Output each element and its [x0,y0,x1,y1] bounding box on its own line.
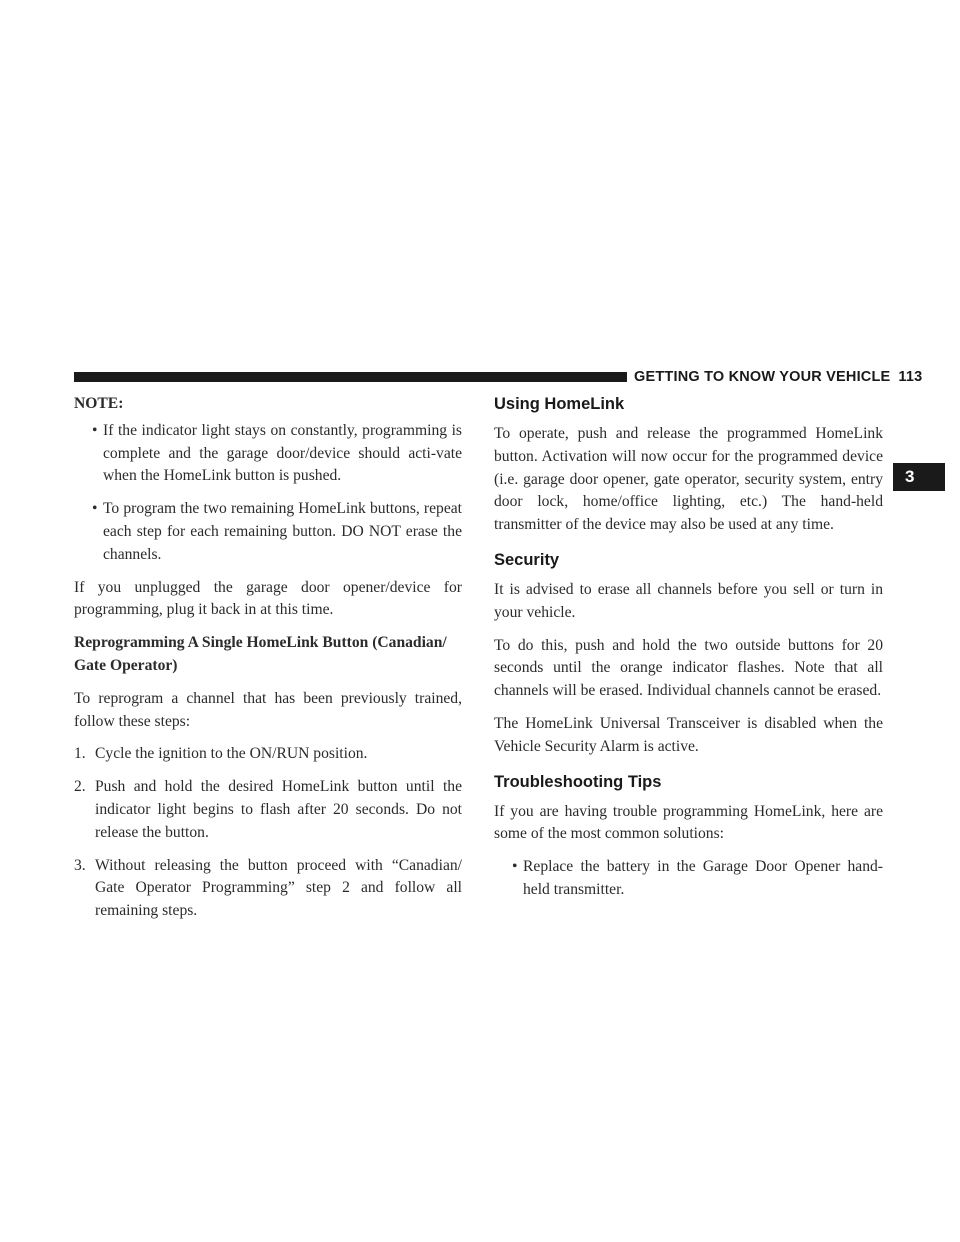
step-text: Without releasing the button proceed with “Canadian/ Gate Operator Programming” step 2 and follow all remaining steps. [95,856,462,920]
security-paragraph: The HomeLink Universal Transceiver is disabled when the Vehicle Security Alarm is active. [494,714,883,755]
chapter-tab: 3 [893,463,945,491]
security-paragraph: It is advised to erase all channels before you sell or turn in your vehicle. [494,580,883,621]
section-title: GETTING TO KNOW YOUR VEHICLE [634,369,891,385]
using-homelink-heading: Using HomeLink [494,395,625,413]
bullet-icon: • [512,858,518,876]
note-bullet-text: To program the two remaining HomeLink buttons, repeat each step for each remaining button. DO NOT erase the channels. [103,500,462,563]
note-bullet-text: If the indicator light stays on constantly, programming is complete and the garage door/device should acti-vate when the HomeLink button is pushed. [103,421,462,485]
right-column [494,393,883,912]
step-item [74,776,462,844]
using-homelink-paragraph: To operate, push and release the programmed HomeLink button. Activation will now occur for the programmed device (i.e. garage door opener, gate operator, security system, entry door lock, home/office lighting, etc.) The hand-held transmitter of the device may also be used at any time. [494,425,883,534]
step-number: 1. [74,745,86,763]
running-header [634,369,922,385]
step-text: Cycle the ignition to the ON/RUN position. [95,745,368,763]
step-item [74,743,462,766]
troubleshooting-bullet-item [494,856,883,902]
troubleshooting-heading: Troubleshooting Tips [494,772,662,791]
note-bullet-item [74,420,462,488]
troubleshooting-bullet-text: Replace the battery in the Garage Door Opener hand-held transmitter. [523,858,883,898]
bullet-icon: • [92,500,98,518]
step-number: 3. [74,856,86,874]
step-item [74,855,462,923]
troubleshooting-paragraph: If you are having trouble programming HomeLink, here are some of the most common solutions: [494,802,883,843]
reprogram-intro-paragraph: To reprogram a channel that has been previously trained, follow these steps: [74,689,462,730]
header-rule [74,372,627,382]
security-heading: Security [494,550,560,569]
security-paragraph: To do this, push and hold the two outside buttons for 20 seconds until the orange indicator flashes. Note that all channels will be erased. Individual channels cannot be erased. [494,636,883,700]
note-label: NOTE: [74,395,124,412]
step-number: 2. [74,778,86,796]
unplugged-paragraph: If you unplugged the garage door opener/device for programming, plug it back in at this time. [74,578,462,619]
step-text: Push and hold the desired HomeLink button until the indicator light begins to flash after 20 seconds. Do not release the button. [95,778,462,841]
page-number: 113 [898,369,923,385]
note-bullet-item [74,498,462,566]
note-bullet-list [74,420,462,567]
left-column [74,393,462,933]
bullet-icon: • [92,421,98,439]
reprogramming-subheading: Reprogramming A Single HomeLink Button (Canadian/ Gate Operator) [74,634,447,674]
